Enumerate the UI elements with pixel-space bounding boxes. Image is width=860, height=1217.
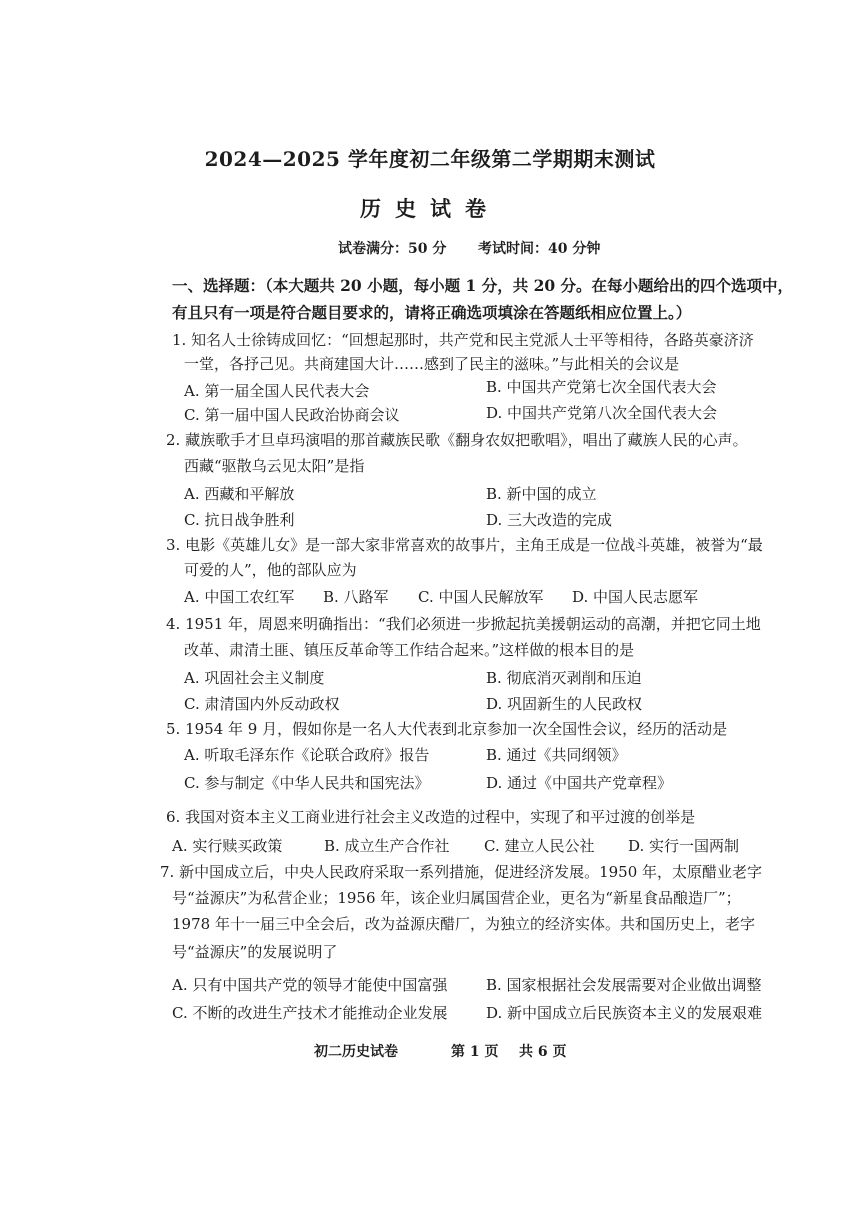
question-3-option-b: B. 八路军 [323,588,389,606]
page-title: 2024—2025 学年度初二年级第二学期期末测试 [204,147,656,171]
question-3-line-1: 3. 电影《英雄儿女》是一部大家非常喜欢的故事片，主角王成是一位战斗英雄，被誉为“最 [166,536,763,554]
question-5-option-c: C. 参与制定《中华人民共和国宪法》 [184,774,430,792]
question-5-option-a: A. 听取毛泽东作《论联合政府》报告 [184,746,430,764]
question-3-option-a: A. 中国工农红军 [184,588,295,606]
question-5-option-d: D. 通过《中国共产党章程》 [486,774,673,792]
question-3-option-d: D. 中国人民志愿军 [572,588,699,606]
question-2-option-c: C. 抗日战争胜利 [184,511,295,529]
question-4-line-1: 4. 1951 年，周恩来明确指出：“我们必须进一步掀起抗美援朝运动的高潮，并把它同土地 [166,615,761,633]
section-heading-line2: 有且只有一项是符合题目要求的，请将正确选项填涂在答题纸相应位置上。） [172,303,692,322]
question-2-option-d: D. 三大改造的完成 [486,511,613,529]
question-2-option-b: B. 新中国的成立 [486,485,597,503]
question-3-line-2: 可爱的人”，他的部队应为 [184,561,357,579]
question-4-line-2: 改革、肃清土匪、镇压反革命等工作结合起来。”这样做的根本目的是 [184,641,635,659]
question-3-option-c: C. 中国人民解放军 [418,588,544,606]
question-1-option-d: D. 中国共产党第八次全国代表大会 [486,404,718,422]
question-6-line-1: 6. 我国对资本主义工商业进行社会主义改造的过程中，实现了和平过渡的创举是 [166,808,696,826]
footer-exam-name: 初二历史试卷 [314,1044,398,1060]
question-6-option-a: A. 实行赎买政策 [172,837,283,855]
question-5-option-b: B. 通过《共同纲领》 [486,746,627,764]
question-6-option-c: C. 建立人民公社 [484,837,595,855]
question-2-line-1: 2. 藏族歌手才旦卓玛演唱的那首藏族民歌《翻身农奴把歌唱》，唱出了藏族人民的心声。 [166,431,748,449]
exam-time-text: 考试时间：40 分钟 [478,241,601,257]
question-7-option-d: D. 新中国成立后民族资本主义的发展艰难 [486,1004,763,1022]
question-5-line-1: 5. 1954 年 9 月，假如你是一名人大代表到北京参加一次全国性会议，经历的活动是 [166,720,728,738]
question-4-option-c: C. 肃清国内外反动政权 [184,695,340,713]
question-7-option-b: B. 国家根据社会发展需要对企业做出调整 [486,976,762,994]
question-1-line-1: 1. 知名人士徐铸成回忆：“回想起那时，共产党和民主党派人士平等相待，各路英豪济济 [172,331,754,349]
question-6-option-b: B. 成立生产合作社 [324,837,450,855]
footer-page-number: 第 1 页 [451,1044,499,1060]
question-4-option-b: B. 彻底消灭剥削和压迫 [486,669,642,687]
question-1-line-2: 一堂，各抒己见。共商建国大计……感到了民主的滋味。”与此相关的会议是 [184,355,680,373]
question-2-line-2: 西藏“驱散乌云见太阳”是指 [184,457,365,475]
footer-total-pages: 共 6 页 [519,1044,567,1060]
question-7-line-3: 1978 年十一届三中全会后，改为益源庆醋厂，为独立的经济实体。共和国历史上，老字 [172,915,755,933]
question-7-option-c: C. 不断的改进生产技术才能推动企业发展 [172,1004,448,1022]
question-2-option-a: A. 西藏和平解放 [184,485,295,503]
section-heading-line1: 一、选择题：（本大题共 20 小题，每小题 1 分，共 20 分。在每小题给出的四个选项中， [172,276,794,295]
question-7-line-1: 7. 新中国成立后，中央人民政府采取一系列措施，促进经济发展。1950 年，太原醋业老字 [160,863,763,881]
question-1-option-a: A. 第一届全国人民代表大会 [184,382,370,400]
page-subtitle: 历史试卷 [360,196,500,221]
question-7-option-a: A. 只有中国共产党的领导才能使中国富强 [172,976,448,994]
question-1-option-c: C. 第一届中国人民政治协商会议 [184,406,400,424]
question-6-option-d: D. 实行一国两制 [628,837,740,855]
full-score-text: 试卷满分：50 分 [338,241,447,257]
question-7-line-4: 号“益源庆”的发展说明了 [172,943,338,961]
question-4-option-a: A. 巩固社会主义制度 [184,669,325,687]
question-7-line-2: 号“益源庆”为私营企业；1956 年，该企业归属国营企业，更名为“新星食品酿造厂”； [172,889,741,907]
question-4-option-d: D. 巩固新生的人民政权 [486,695,643,713]
question-1-option-b: B. 中国共产党第七次全国代表大会 [486,378,717,396]
